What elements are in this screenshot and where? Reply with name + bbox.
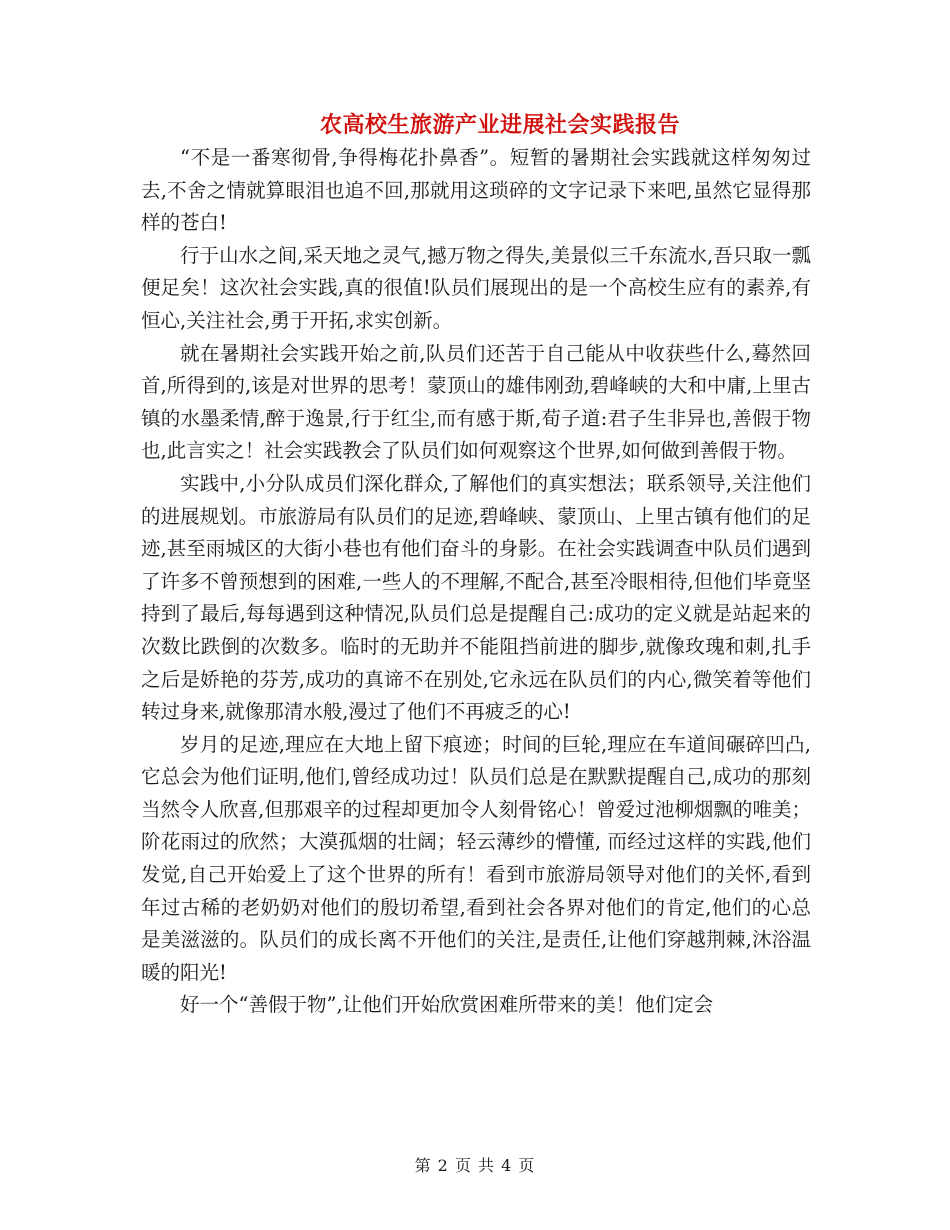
- paragraph-6: 好一个“善假于物”,让他们开始欣赏困难所带来的美！他们定会: [180, 993, 714, 1017]
- paragraph-5: 岁月的足迹,理应在大地上留下痕迹；时间的巨轮,理应在车道间碾碎凹凸,它总会为他们证明,他们,曾经成功过！队员们总是在默默提醒自己,成功的那刻当然令人欣喜,但那艰辛的过程却更加令人刻骨铭心！曾爱过池柳烟飘的唯美；阶花雨过的欣然；大漠孤烟的壮阔；轻云薄纱的懵懂, 而经过这样的实践,他们发觉,自己开始爱上了这个世界的所有！看到市旅游局领导对他们的关怀,看到年过古稀的老奶奶对他们的殷切希望,看到社会各界对他们的肯定,他们的心总是美滋滋的。队员们的成长离不开他们的关注,是责任,让他们穿越荆棘,沐浴温暖的阳光!: [141, 732, 811, 984]
- paragraph-1: “不是一番寒彻骨,争得梅花扑鼻香”。短暂的暑期社会实践就这样匆匆过去,不舍之情就算眼泪也追不回,那就用这琐碎的文字记录下来吧,虽然它显得那样的苍白!: [141, 146, 811, 235]
- paragraph-2: 行于山水之间,采天地之灵气,撼万物之得失,美景似三千东流水,吾只取一瓢便足矣！这次社会实践,真的很值!队员们展现出的是一个高校生应有的素养,有恒心,关注社会,勇于开拓,求实创新。: [141, 243, 811, 332]
- page-title: 农高校生旅游产业进展社会实践报告: [319, 112, 680, 138]
- paragraph-3: 就在暑期社会实践开始之前,队员们还苦于自己能从中收获些什么,蓦然回首,所得到的,该是对世界的思考！蒙顶山的雄伟刚劲,碧峰峡的大和中庸,上里古镇的水墨柔情,醉于逸景,行于红尘,而有感于斯,荀子道:君子生非异也,善假于物也,此言实之！社会实践教会了队员们如何观察这个世界,如何做到善假于物。: [141, 341, 811, 463]
- page-number-footer: 第 2 页 共 4 页: [414, 1156, 536, 1175]
- report-body: [141, 142, 811, 1022]
- paragraph-4: 实践中,小分队成员们深化群众,了解他们的真实想法；联系领导,关注他们的进展规划。市旅游局有队员们的足迹,碧峰峡、蒙顶山、上里古镇有他们的足迹,甚至雨城区的大街小巷也有他们奋斗的身影。在社会实践调查中队员们遇到了许多不曾预想到的困难,一些人的不理解,不配合,甚至冷眼相待,但他们毕竟坚持到了最后,每每遇到这种情况,队员们总是提醒自己:成功的定义就是站起来的次数比跌倒的次数多。临时的无助并不能阻挡前进的脚步,就像玫瑰和刺,扎手之后是娇艳的芬芳,成功的真谛不在别处,它永远在队员们的内心,微笑着等他们转过身来,就像那清水般,漫过了他们不再疲乏的心!: [141, 471, 811, 724]
